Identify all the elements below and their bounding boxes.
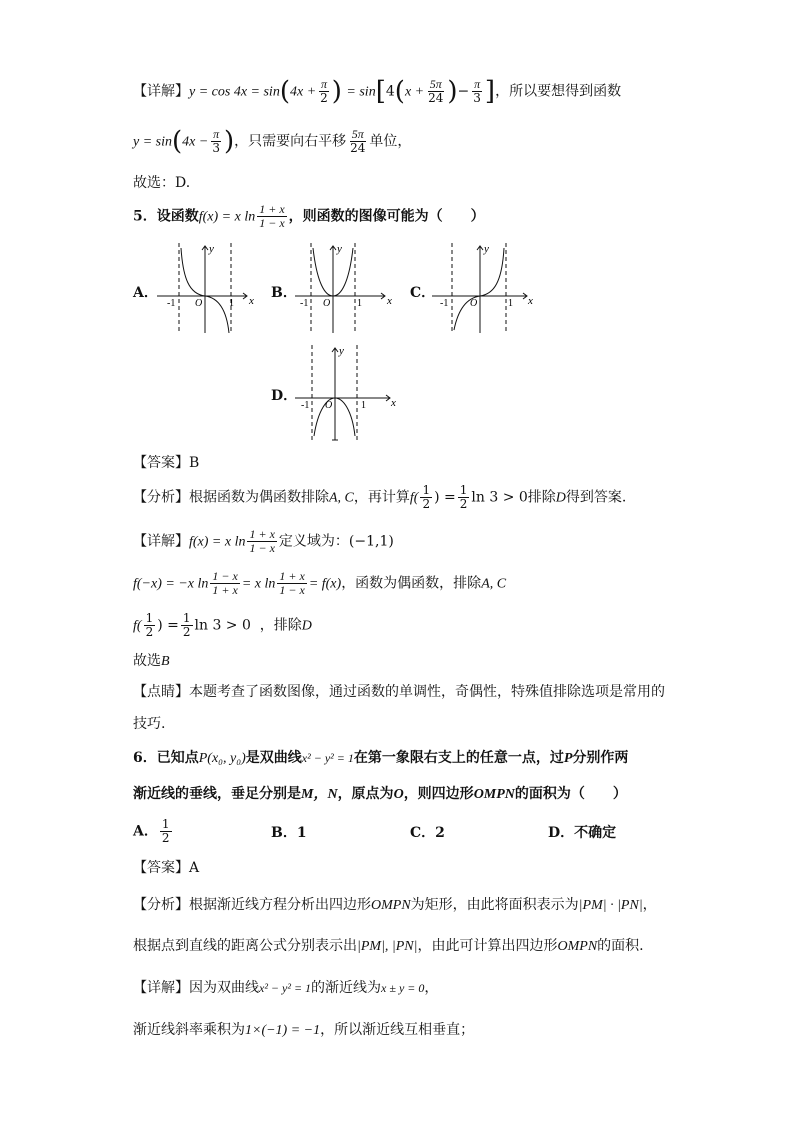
q6-detail-2: 渐近线斜率乘积为1×(−1) = −1，所以渐近线互相垂直；: [133, 1022, 475, 1038]
origin-label: O: [325, 400, 333, 411]
q4-answer: 故选：D.: [133, 175, 191, 191]
detail-tag: 【详解】: [133, 83, 189, 100]
graph-option-b[interactable]: [295, 238, 405, 338]
axis-y-label: y: [484, 243, 489, 255]
q6-answer: 【答案】A: [133, 860, 200, 876]
option-c-label[interactable]: C．: [410, 285, 436, 301]
tick-pos-1: 1: [508, 298, 513, 309]
axis-x-label: x: [528, 295, 533, 307]
graph-option-d[interactable]: [295, 340, 405, 445]
tick-pos-1: 1: [357, 298, 362, 309]
graph-option-c[interactable]: [432, 238, 542, 338]
q5-detail-1: 【详解】f(x) = x ln $\frac{1 + x}{1 - x}$ 定义域为：(−1,1): [133, 527, 394, 555]
origin-label: O: [195, 298, 203, 309]
graph-option-a[interactable]: [157, 238, 267, 338]
q5-title: 5．设函数f(x) = x ln $\frac{1 + x}{1 - x}$ ，则函数的图像可能为（ ）: [133, 202, 485, 230]
q6-option-d[interactable]: D．不确定: [548, 825, 617, 841]
q6-detail-1: 【详解】因为双曲线x² − y² = 1的渐近线为x ± y = 0，: [133, 980, 439, 996]
axis-x-label: x: [249, 295, 254, 307]
tick-pos-1: 1: [361, 400, 366, 411]
q4-detail-line-2: y = sin(4x − $\frac{\pi}{3}$ )，只需要向右平移 $\frac{5\pi}{24}$ 单位，: [133, 126, 412, 157]
q5-answer: 【答案】B: [133, 455, 200, 471]
axis-y-label: y: [339, 345, 344, 357]
axis-y-label: y: [209, 243, 214, 255]
q4-detail-line-1: 【详解】y = cos 4x = sin(4x + $\frac{\pi}{2}$ ) = sin[4(x + $\frac{5\pi}{24}$ )− $\frac{\pi}{3}$ ]，所以要想得到函数: [133, 76, 622, 107]
origin-label: O: [470, 298, 478, 309]
tick-neg-1: -1: [440, 298, 449, 309]
q6-analysis-1: 【分析】根据渐近线方程分析出四边形OMPN为矩形，由此将面积表示为|PM| · |PN|，: [133, 897, 657, 913]
q5-analysis: 【分析】根据函数为偶函数排除A, C，再计算f( $\frac{1}{2}$ ) = $\frac{1}{2}$ ln 3 > 0排除D得到答案.: [133, 483, 627, 511]
tick-pos-1: 1: [229, 298, 234, 309]
q5-detail-3: f( $\frac{1}{2}$ ) = $\frac{1}{2}$ ln 3 > 0 ，排除D: [133, 611, 312, 639]
tick-neg-1: -1: [300, 298, 309, 309]
q6-option-b[interactable]: B．1: [271, 825, 307, 841]
q5-remark-2: 技巧.: [133, 716, 166, 732]
q6-option-a[interactable]: A． $\frac{1}{2}$: [133, 817, 170, 845]
tick-neg-1: -1: [167, 298, 176, 309]
q5-choose: 故选B: [133, 653, 170, 669]
option-b-label[interactable]: B．: [271, 285, 297, 301]
axis-y-label: y: [337, 243, 342, 255]
q5-remark: 【点睛】本题考查了函数图像，通过函数的单调性，奇偶性，特殊值排除选项是常用的: [133, 684, 665, 700]
q6-title-1: 6．已知点P(x₀, y₀)是双曲线x² − y² = 1在第一象限右支上的任意一点，过P分别作两: [133, 750, 629, 766]
q6-analysis-2: 根据点到直线的距离公式分别表示出|PM|, |PN|，由此可计算出四边形OMPN的面积.: [133, 938, 644, 954]
axis-x-label: x: [387, 295, 392, 307]
option-a-label[interactable]: A．: [133, 285, 158, 301]
axis-x-label: x: [391, 397, 396, 409]
q5-detail-2: f(−x) = −x ln $\frac{1 - x}{1 + x}$ = x ln $\frac{1 + x}{1 - x}$ = f(x)，函数为偶函数，排除A, C: [133, 569, 507, 597]
origin-label: O: [323, 298, 331, 309]
option-d-label[interactable]: D．: [271, 388, 298, 404]
q6-title-2: 渐近线的垂线，垂足分别是M，N，原点为O，则四边形OMPN的面积为（ ）: [133, 786, 627, 802]
q6-option-c[interactable]: C．2: [410, 825, 445, 841]
tick-neg-1: -1: [301, 400, 310, 411]
